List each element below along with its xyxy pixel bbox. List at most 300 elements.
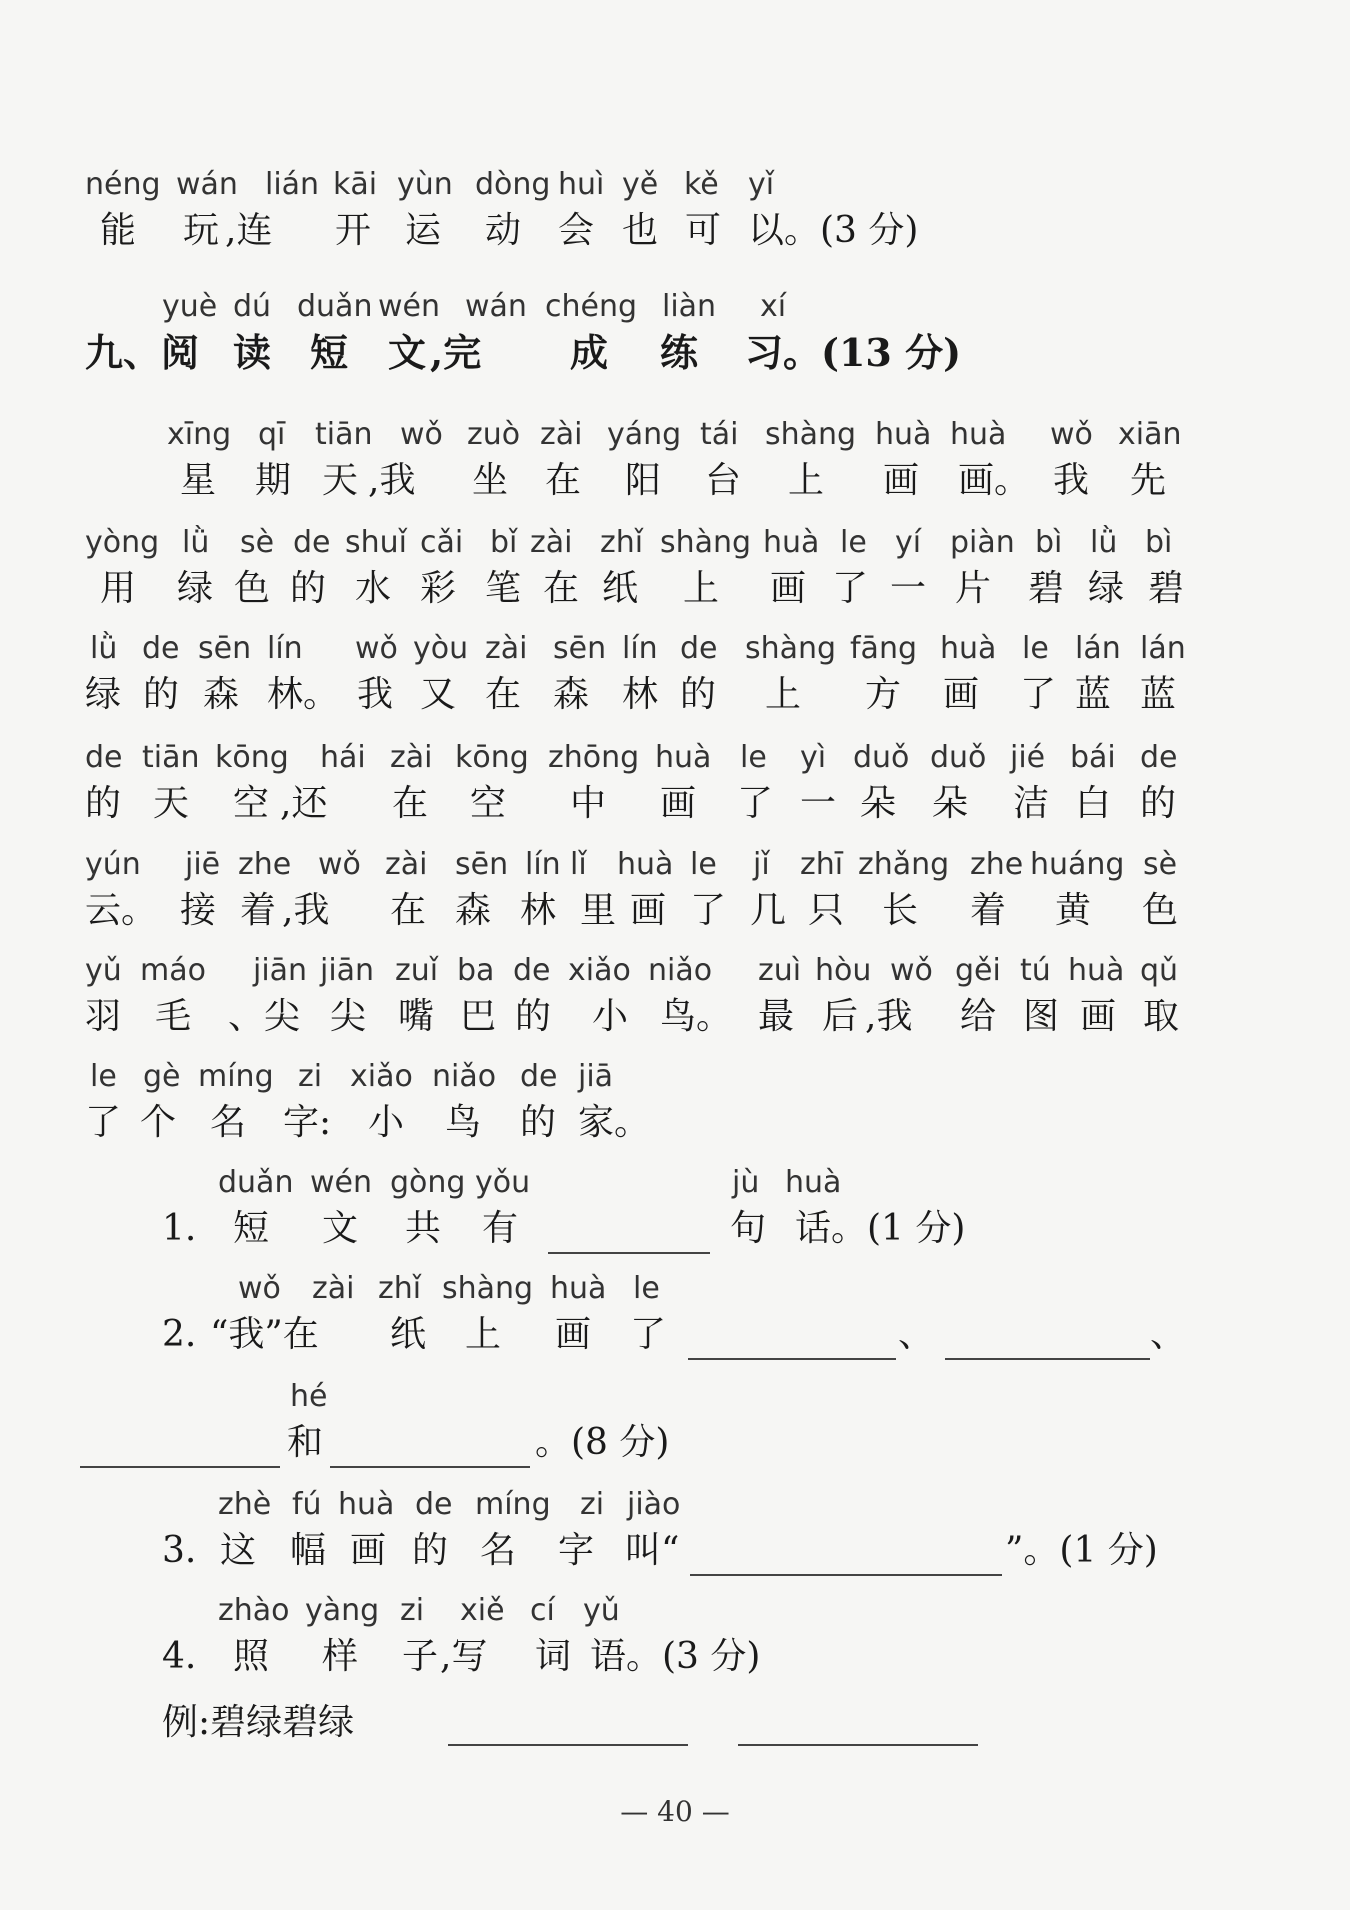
pinyin: lín xyxy=(622,631,658,666)
pinyin: huà xyxy=(1068,953,1125,988)
answer-blank[interactable] xyxy=(945,1358,1150,1360)
pinyin: zài xyxy=(312,1271,355,1306)
answer-blank[interactable] xyxy=(330,1466,530,1468)
hanzi: 片 xyxy=(955,568,992,609)
hanzi: 色 xyxy=(234,568,271,609)
hanzi: 洁 xyxy=(1013,783,1050,824)
answer-blank[interactable] xyxy=(688,1358,896,1360)
hanzi: 的 xyxy=(85,783,122,824)
hanzi: 朵 xyxy=(932,783,969,824)
hanzi: 森 xyxy=(455,890,492,931)
pinyin: wǒ xyxy=(318,847,361,882)
pinyin: jiān xyxy=(253,953,308,988)
hanzi: 在 xyxy=(392,783,429,824)
answer-blank[interactable] xyxy=(548,1252,710,1254)
hanzi: 空 xyxy=(470,783,507,824)
pinyin: jiā xyxy=(578,1059,614,1094)
pinyin: liàn xyxy=(662,289,717,324)
hanzi: 坐 xyxy=(472,460,509,501)
pinyin: jiān xyxy=(320,953,375,988)
hanzi: 运 xyxy=(405,210,442,251)
hanzi: 上 xyxy=(788,460,825,501)
hanzi: 着 xyxy=(970,890,1007,931)
pinyin: shàng xyxy=(660,525,752,560)
hanzi: 绿 xyxy=(177,568,214,609)
pinyin: lǜ xyxy=(90,631,118,666)
hanzi: 了 xyxy=(737,783,774,824)
pinyin: duǒ xyxy=(930,740,987,775)
hanzi: 子 xyxy=(402,1636,439,1677)
hanzi: 这 xyxy=(220,1530,257,1571)
pinyin: tái xyxy=(700,417,739,452)
hanzi: 朵 xyxy=(860,783,897,824)
hanzi: 的 xyxy=(515,996,552,1037)
pinyin: zài xyxy=(530,525,573,560)
pinyin: yì xyxy=(800,740,827,775)
hanzi: 纸 xyxy=(602,568,639,609)
answer-blank[interactable] xyxy=(690,1574,1002,1576)
hanzi: 空 xyxy=(233,783,270,824)
pinyin: zhǐ xyxy=(600,525,644,560)
hanzi: 接 xyxy=(180,890,217,931)
hanzi: 画 xyxy=(630,890,667,931)
hanzi: 了 xyxy=(832,568,869,609)
pinyin: jiē xyxy=(185,847,221,882)
pinyin: le xyxy=(1022,631,1049,666)
hanzi: 家。 xyxy=(578,1102,651,1143)
hanzi: 个 xyxy=(140,1102,177,1143)
hanzi: 又 xyxy=(420,674,457,715)
pinyin: yě xyxy=(622,167,659,202)
answer-blank[interactable] xyxy=(80,1466,280,1468)
pinyin: xīng xyxy=(167,417,232,452)
pinyin: zuǐ xyxy=(395,953,439,988)
pinyin: zi xyxy=(298,1059,323,1094)
pinyin: bǐ xyxy=(490,525,518,560)
hanzi: 长 xyxy=(882,890,919,931)
hanzi: 有 xyxy=(482,1208,519,1249)
hanzi: 碧 xyxy=(1148,568,1185,609)
hanzi: 一 xyxy=(890,568,927,609)
pinyin: yùn xyxy=(397,167,453,202)
hanzi: 巴 xyxy=(460,996,497,1037)
pinyin: xiě xyxy=(460,1593,505,1628)
hanzi: 蓝 xyxy=(1075,674,1112,715)
hanzi: 取 xyxy=(1143,996,1180,1037)
pinyin: zhào xyxy=(218,1593,290,1628)
hanzi: 句 xyxy=(730,1208,767,1249)
hanzi: 会 xyxy=(558,210,595,251)
pinyin: fú xyxy=(292,1487,322,1522)
pinyin: wǒ xyxy=(238,1271,281,1306)
hanzi: 图 xyxy=(1023,996,1060,1037)
hanzi: 上 xyxy=(683,568,720,609)
pinyin: huà xyxy=(550,1271,607,1306)
pinyin: huà xyxy=(763,525,820,560)
hanzi: 字 xyxy=(558,1530,595,1571)
hanzi: 习。(13 分) xyxy=(745,330,962,375)
hanzi: 里 xyxy=(580,890,617,931)
hanzi: 尖 xyxy=(330,996,367,1037)
hanzi: 词 xyxy=(535,1636,572,1677)
pinyin: shuǐ xyxy=(345,525,407,560)
hanzi: 小 xyxy=(592,996,629,1037)
hanzi: 了 xyxy=(1020,674,1057,715)
pinyin: jǐ xyxy=(753,847,770,882)
pinyin: qī xyxy=(258,417,286,452)
hanzi: 和 xyxy=(287,1422,324,1463)
hanzi: 最 xyxy=(758,996,795,1037)
pinyin: zài xyxy=(540,417,583,452)
pinyin: lín xyxy=(525,847,561,882)
pinyin: wén xyxy=(378,289,441,324)
hanzi: 。(8 分) xyxy=(535,1422,670,1463)
pinyin: de xyxy=(293,525,331,560)
hanzi: 用 xyxy=(100,568,137,609)
pinyin: shàng xyxy=(765,417,857,452)
pinyin: yí xyxy=(895,525,922,560)
pinyin: de xyxy=(85,740,123,775)
pinyin: yǒu xyxy=(475,1165,531,1200)
pinyin: máo xyxy=(140,953,206,988)
hanzi: 只 xyxy=(808,890,845,931)
hanzi: 了 xyxy=(85,1102,122,1143)
pinyin: míng xyxy=(475,1487,551,1522)
pinyin: lán xyxy=(1075,631,1121,666)
hanzi: 天 xyxy=(153,783,190,824)
pinyin: le xyxy=(690,847,717,882)
pinyin: shàng xyxy=(442,1271,534,1306)
hanzi: 的 xyxy=(1140,783,1177,824)
pinyin: bái xyxy=(1070,740,1116,775)
answer-blank[interactable] xyxy=(448,1744,688,1746)
pinyin: shàng xyxy=(745,631,837,666)
pinyin: lín xyxy=(267,631,303,666)
hanzi: 后 xyxy=(822,996,859,1037)
pinyin: bì xyxy=(1035,525,1063,560)
hanzi: 纸 xyxy=(390,1314,427,1355)
hanzi: 文 xyxy=(388,330,427,375)
hanzi: ,我 xyxy=(865,996,913,1037)
hanzi: 天 xyxy=(322,460,359,501)
pinyin: huà xyxy=(940,631,997,666)
pinyin: gěi xyxy=(955,953,1001,988)
hanzi: 黄 xyxy=(1055,890,1092,931)
pinyin: de xyxy=(1140,740,1178,775)
pinyin: lǜ xyxy=(1090,525,1118,560)
pinyin: yǐ xyxy=(748,167,775,202)
pinyin: le xyxy=(840,525,867,560)
hanzi: 林 xyxy=(622,674,659,715)
pinyin: huì xyxy=(558,167,605,202)
pinyin: néng xyxy=(85,167,161,202)
hanzi: 以。(3 分) xyxy=(748,210,919,251)
pinyin: huà xyxy=(785,1165,842,1200)
pinyin: lián xyxy=(265,167,320,202)
hanzi: 能 xyxy=(100,210,137,251)
hanzi: 几 xyxy=(750,890,787,931)
hanzi: 的 xyxy=(520,1102,557,1143)
pinyin: tiān xyxy=(315,417,373,452)
hanzi: 在 xyxy=(543,568,580,609)
hanzi: 绿 xyxy=(85,674,122,715)
pinyin: de xyxy=(680,631,718,666)
hanzi: 先 xyxy=(1130,460,1167,501)
pinyin: jiào xyxy=(627,1487,681,1522)
hanzi: 森 xyxy=(203,674,240,715)
hanzi: 玩 xyxy=(183,210,220,251)
hanzi: 也 xyxy=(622,210,659,251)
hanzi: 林 xyxy=(520,890,557,931)
pinyin: gòng xyxy=(390,1165,466,1200)
hanzi: 碧 xyxy=(1028,568,1065,609)
pinyin: le xyxy=(633,1271,660,1306)
pinyin: le xyxy=(90,1059,117,1094)
pinyin: míng xyxy=(198,1059,274,1094)
pinyin: qǔ xyxy=(1140,953,1179,988)
hanzi: 画 xyxy=(883,460,920,501)
pinyin: kě xyxy=(684,167,719,202)
pinyin: yún xyxy=(85,847,141,882)
pinyin: gè xyxy=(143,1059,181,1094)
hanzi: 在 xyxy=(545,460,582,501)
pinyin: jié xyxy=(1010,740,1046,775)
hanzi: 着 xyxy=(240,890,277,931)
pinyin: de xyxy=(513,953,551,988)
pinyin: lǐ xyxy=(570,847,587,882)
hanzi: 字: xyxy=(283,1102,332,1143)
hanzi: ,我 xyxy=(282,890,330,931)
pinyin: yǔ xyxy=(583,1593,620,1628)
pinyin: sēn xyxy=(553,631,607,666)
hanzi: 星 xyxy=(180,460,217,501)
pinyin: yǔ xyxy=(85,953,122,988)
pinyin: xiǎo xyxy=(568,953,631,988)
pinyin: zi xyxy=(400,1593,425,1628)
hanzi: 可 xyxy=(685,210,722,251)
question-number: 2. xyxy=(162,1314,197,1355)
hanzi: 鸟。 xyxy=(660,996,733,1037)
answer-blank[interactable] xyxy=(738,1744,978,1746)
hanzi: 共 xyxy=(405,1208,442,1249)
page-number: — 40 — xyxy=(620,1795,730,1828)
pinyin: de xyxy=(520,1059,558,1094)
pinyin: tú xyxy=(1020,953,1051,988)
pinyin: tiān xyxy=(142,740,200,775)
pinyin: cǎi xyxy=(420,525,464,560)
hanzi: 在 xyxy=(485,674,522,715)
pinyin: zhe xyxy=(970,847,1024,882)
hanzi: 林。 xyxy=(267,674,340,715)
pinyin: huà xyxy=(875,417,932,452)
pinyin: zài xyxy=(390,740,433,775)
hanzi: 小 xyxy=(368,1102,405,1143)
pinyin: huà xyxy=(950,417,1007,452)
pinyin: zài xyxy=(385,847,428,882)
pinyin: yàng xyxy=(305,1593,380,1628)
hanzi: 一 xyxy=(800,783,837,824)
pinyin: wán xyxy=(465,289,527,324)
pinyin: wǒ xyxy=(400,417,443,452)
hanzi: 彩 xyxy=(420,568,457,609)
question-number: 1. xyxy=(162,1208,197,1249)
pinyin: hòu xyxy=(815,953,872,988)
pinyin: de xyxy=(415,1487,453,1522)
pinyin: wán xyxy=(176,167,238,202)
hanzi: ,写 xyxy=(440,1636,488,1677)
hanzi: 画 xyxy=(350,1530,387,1571)
pinyin: zhe xyxy=(238,847,292,882)
pinyin: niǎo xyxy=(648,953,713,988)
hanzi: 羽 xyxy=(85,996,122,1037)
hanzi: 白 xyxy=(1075,783,1112,824)
pinyin: kāi xyxy=(333,167,378,202)
pinyin: huáng xyxy=(1030,847,1125,882)
pinyin: dú xyxy=(233,289,272,324)
hanzi: 期 xyxy=(255,460,292,501)
hanzi: 森 xyxy=(553,674,590,715)
pinyin: zuì xyxy=(758,953,802,988)
hanzi: 的 xyxy=(290,568,327,609)
pinyin: duǒ xyxy=(853,740,910,775)
question-number: 3. xyxy=(162,1530,197,1571)
hanzi: 画 xyxy=(1080,996,1117,1037)
hanzi: 画 xyxy=(660,783,697,824)
pinyin: chéng xyxy=(545,289,638,324)
pinyin: sè xyxy=(1143,847,1178,882)
hanzi: 画 xyxy=(555,1314,592,1355)
hanzi: 笔 xyxy=(485,568,522,609)
pinyin: wǒ xyxy=(1050,417,1093,452)
hanzi: 画。 xyxy=(958,460,1031,501)
hanzi: 了 xyxy=(630,1314,667,1355)
hanzi: 云。 xyxy=(85,890,158,931)
pinyin: kōng xyxy=(455,740,529,775)
hanzi: 画 xyxy=(943,674,980,715)
pinyin: cí xyxy=(530,1593,555,1628)
pinyin: wǒ xyxy=(355,631,398,666)
pinyin: sè xyxy=(240,525,275,560)
hanzi: 蓝 xyxy=(1140,674,1177,715)
hanzi: 名 xyxy=(480,1530,517,1571)
hanzi: 色 xyxy=(1142,890,1179,931)
hanzi: 语。(3 分) xyxy=(590,1636,761,1677)
pinyin: ba xyxy=(457,953,495,988)
pinyin: yòng xyxy=(85,525,160,560)
hanzi: 画 xyxy=(770,568,807,609)
hanzi: 嘴 xyxy=(398,996,435,1037)
pinyin: dòng xyxy=(475,167,551,202)
pinyin: zhǐ xyxy=(378,1271,422,1306)
pinyin: hé xyxy=(290,1379,328,1414)
hanzi: ,连 xyxy=(225,210,273,251)
hanzi: 九、阅 xyxy=(85,330,200,375)
hanzi: 成 xyxy=(570,330,609,375)
hanzi: 毛 xyxy=(155,996,192,1037)
pinyin: lán xyxy=(1140,631,1186,666)
hanzi: ,还 xyxy=(280,783,328,824)
pinyin: le xyxy=(740,740,767,775)
pinyin: yuè xyxy=(162,289,218,324)
hanzi: 上 xyxy=(765,674,802,715)
hanzi: 绿 xyxy=(1088,568,1125,609)
pinyin: wén xyxy=(310,1165,373,1200)
pinyin: sēn xyxy=(455,847,509,882)
pinyin: hái xyxy=(320,740,366,775)
hanzi: 、尖 xyxy=(228,996,301,1037)
pinyin: niǎo xyxy=(432,1059,497,1094)
hanzi: ,完 xyxy=(430,330,482,375)
hanzi: 我 xyxy=(357,674,394,715)
hanzi: 动 xyxy=(485,210,522,251)
hanzi: 练 xyxy=(660,330,699,375)
hanzi: 给 xyxy=(960,996,997,1037)
hanzi: 阳 xyxy=(625,460,662,501)
hanzi: 方 xyxy=(865,674,902,715)
hanzi: 文 xyxy=(322,1208,359,1249)
hanzi: “我”在 xyxy=(210,1314,319,1355)
hanzi: 的 xyxy=(143,674,180,715)
hanzi: 的 xyxy=(680,674,717,715)
pinyin: huà xyxy=(617,847,674,882)
hanzi: 叫“ xyxy=(625,1530,680,1571)
hanzi: 短 xyxy=(310,330,349,375)
pinyin: duǎn xyxy=(297,289,373,324)
pinyin: bì xyxy=(1145,525,1173,560)
pinyin: huà xyxy=(338,1487,395,1522)
hanzi: 了 xyxy=(690,890,727,931)
hanzi: 读 xyxy=(233,330,272,375)
hanzi: 话。(1 分) xyxy=(795,1208,966,1249)
pinyin: huà xyxy=(655,740,712,775)
pinyin: yáng xyxy=(607,417,682,452)
pinyin: piàn xyxy=(950,525,1015,560)
hanzi: 的 xyxy=(412,1530,449,1571)
pinyin: fāng xyxy=(850,631,918,666)
pinyin: kōng xyxy=(215,740,289,775)
separator: 、 xyxy=(898,1314,935,1355)
pinyin: zhōng xyxy=(548,740,640,775)
pinyin: xiǎo xyxy=(350,1059,413,1094)
separator: 、 xyxy=(1150,1314,1187,1355)
hanzi: 短 xyxy=(233,1208,270,1249)
question-number: 4. xyxy=(162,1636,197,1677)
hanzi: 照 xyxy=(233,1636,270,1677)
hanzi: 名 xyxy=(210,1102,247,1143)
hanzi: 开 xyxy=(335,210,372,251)
hanzi: 上 xyxy=(465,1314,502,1355)
hanzi: 中 xyxy=(570,783,607,824)
hanzi: 样 xyxy=(322,1636,359,1677)
pinyin: xiān xyxy=(1118,417,1182,452)
pinyin: sēn xyxy=(198,631,252,666)
pinyin: duǎn xyxy=(218,1165,294,1200)
hanzi: 在 xyxy=(390,890,427,931)
pinyin: yòu xyxy=(413,631,469,666)
hanzi: 我 xyxy=(1053,460,1090,501)
pinyin: xí xyxy=(760,289,787,324)
pinyin: zài xyxy=(485,631,528,666)
pinyin: wǒ xyxy=(890,953,933,988)
example-label: 例:碧绿碧绿 xyxy=(162,1702,355,1743)
hanzi: 幅 xyxy=(290,1530,327,1571)
pinyin: de xyxy=(142,631,180,666)
hanzi: 鸟 xyxy=(445,1102,482,1143)
pinyin: zhǎng xyxy=(858,847,950,882)
pinyin: zhī xyxy=(800,847,844,882)
hanzi: 台 xyxy=(705,460,742,501)
pinyin: zhè xyxy=(218,1487,272,1522)
